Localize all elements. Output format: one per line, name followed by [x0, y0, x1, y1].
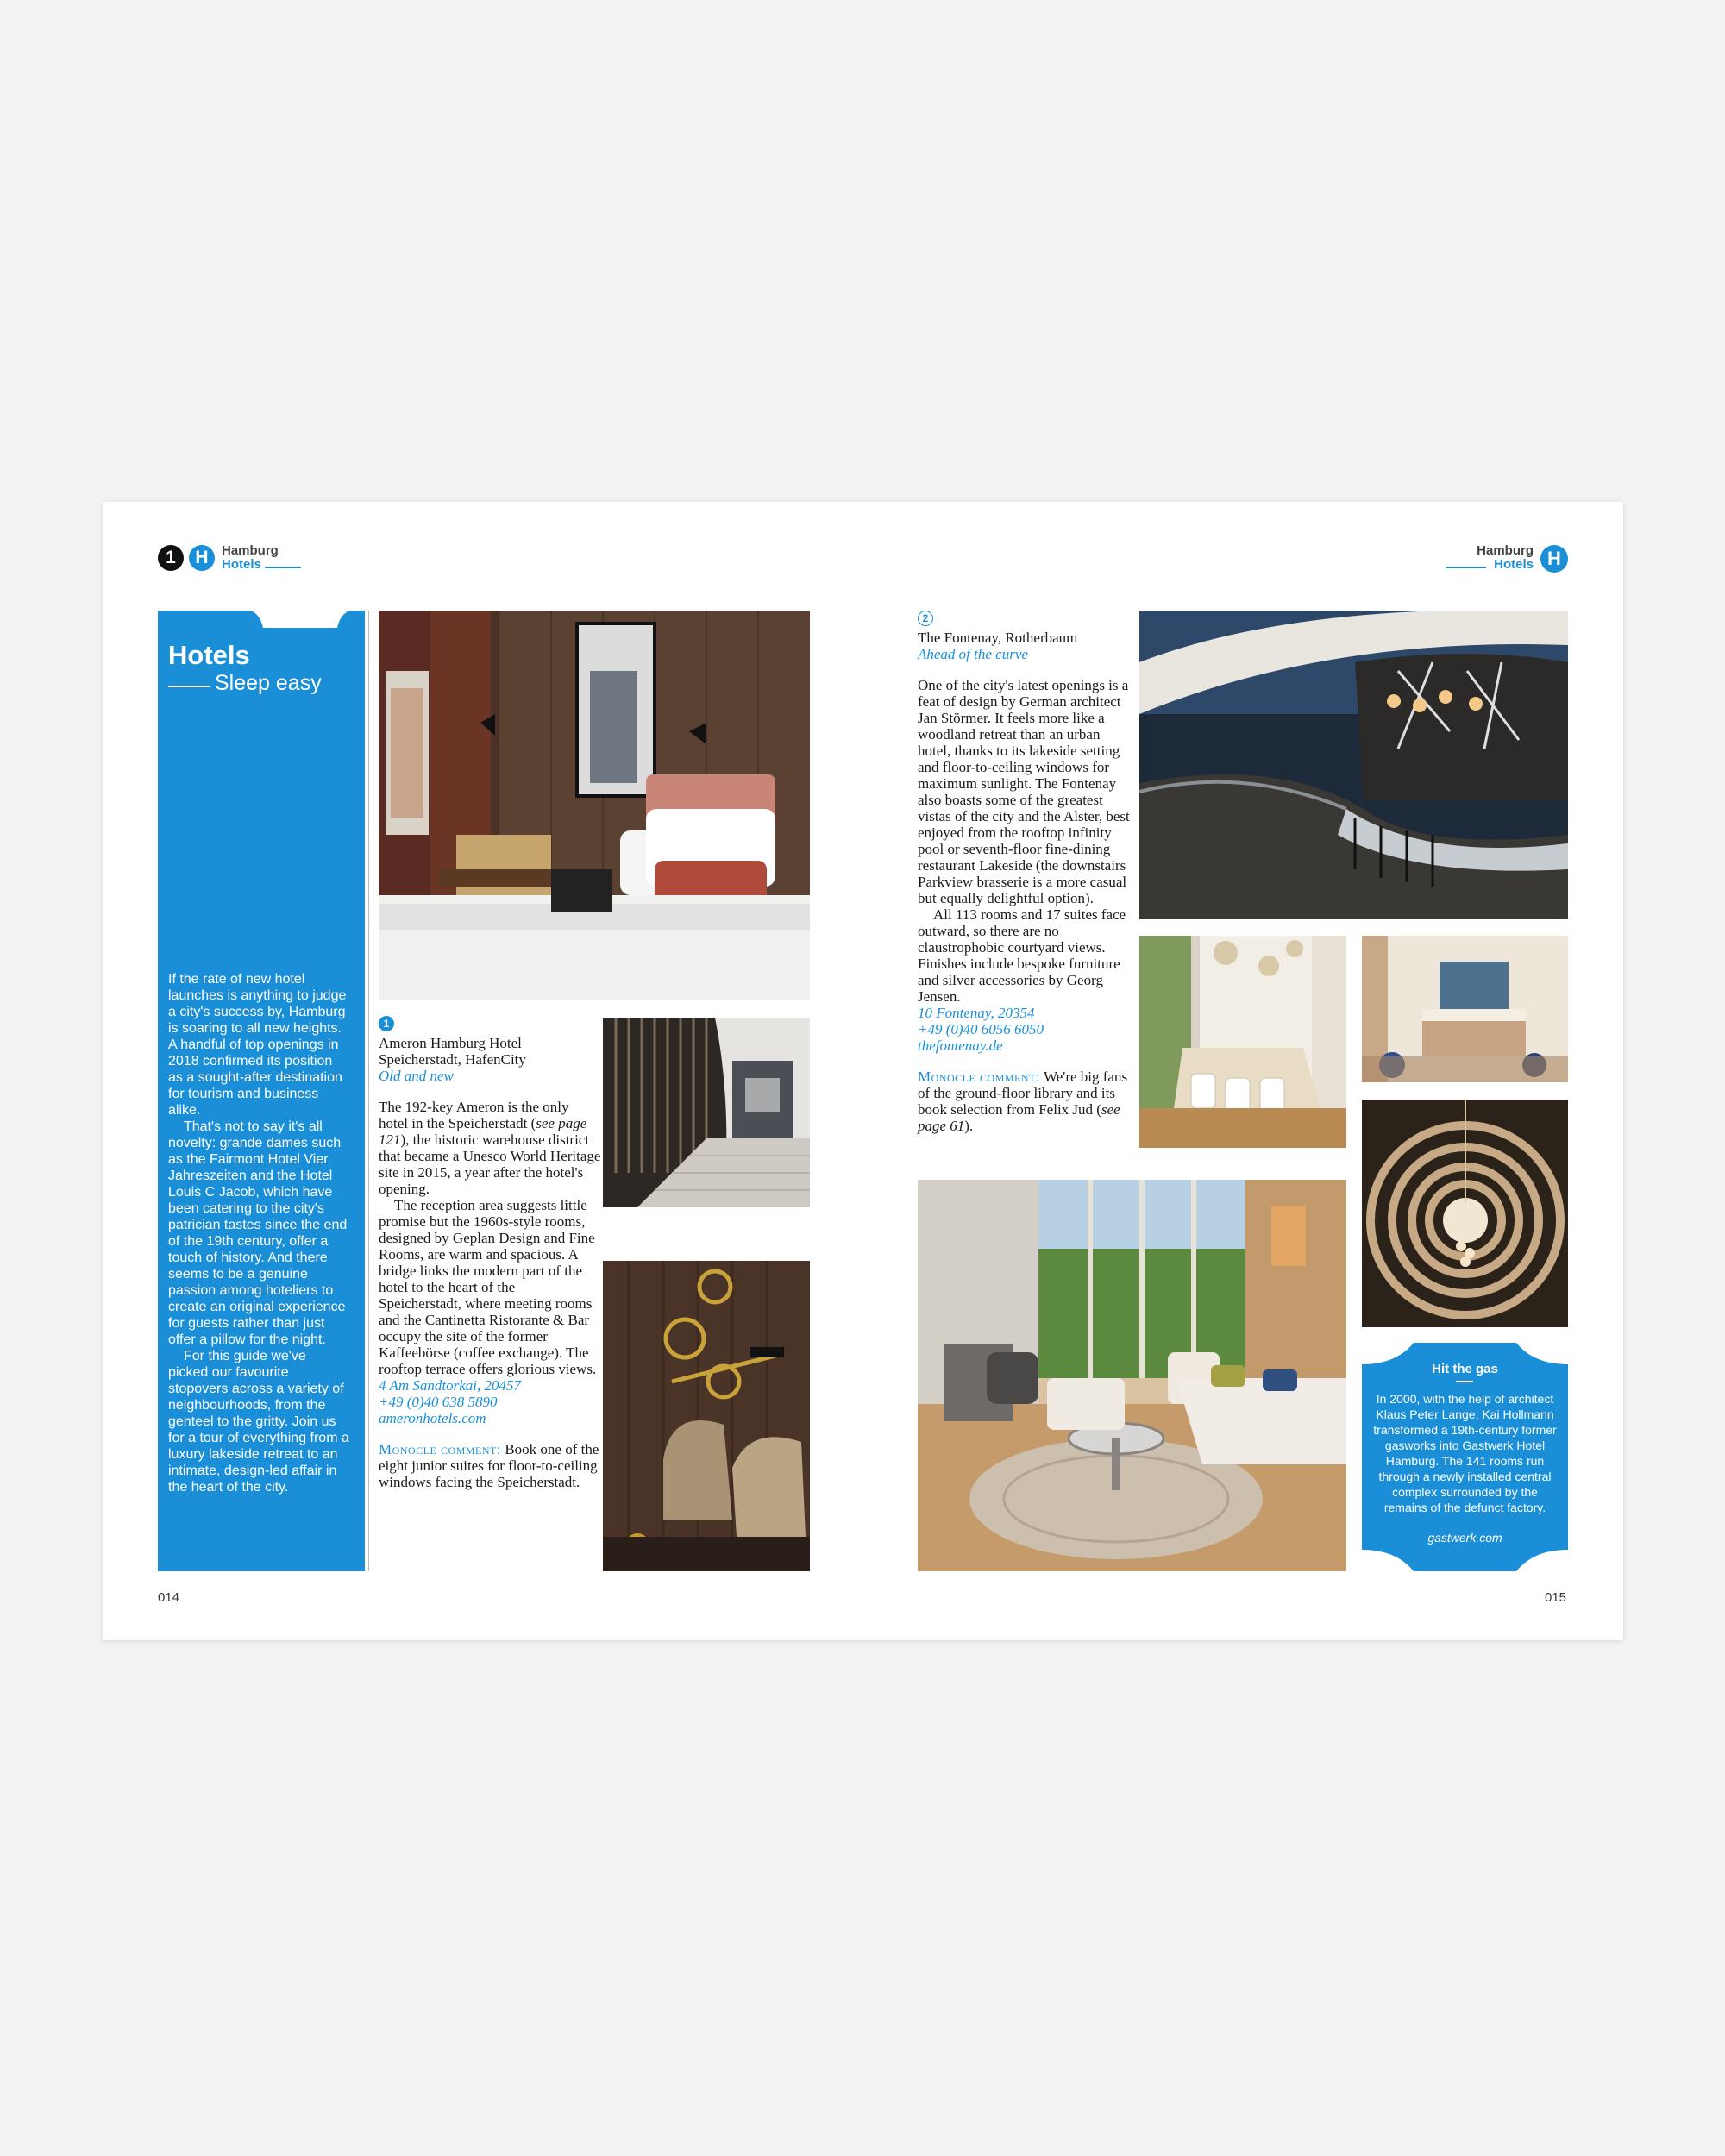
hotel1-comment: Monocle comment: Book one of the eight junior suites for floor-to-ceiling windows facing the Speicherstadt. [379, 1441, 599, 1490]
page-number-right: 015 [1545, 1590, 1567, 1605]
hotel2-body [918, 677, 1133, 1005]
intro-paragraph: If the rate of new hotel launches is anything to judge a city's success by, Hamburg is soaring to all new heights. A handful of top openings in 2018 confirmed its position as a sought-after destination for tourism and business alike. [168, 972, 347, 1118]
sidebar-website[interactable]: gastwerk.com [1427, 1531, 1502, 1545]
intro-paragraph: For this guide we've picked our favourite stopovers across a variety of neighbourhoods, from the genteel to the gritty. Join us for a tour of everything from a luxury lakeside retreat to an intimate, design-led affair in the heart of the city. [168, 1349, 349, 1495]
hotel2-text [918, 611, 1133, 1134]
header-city: Hamburg [1477, 543, 1534, 558]
hotel1-paragraph: The reception area suggests little promise but the 1960s-style rooms, designed by Geplan Design and Fine Rooms, are warm and spacious. A bridge links the modern part of the hotel to the heart of the Speicherstadt, where meeting rooms and the Cantinetta Ristorante & Bar occupy the site of the former Kaffeebörse (coffee exchange). The rooftop terrace offers glorious views. [379, 1197, 597, 1377]
hotel2-tagline: Ahead of the curve [918, 646, 1028, 662]
hotel2-paragraph: One of the city's latest openings is a feat of design by German architect Jan Störmer. It feels more like a woodland retreat than an urban hotel, thanks to its lakeside setting and floor-to-ceiling windows for maximum sunlight. The Fontenay also boasts some of the greatest vistas of the city and the Alster, best enjoyed from the rooftop infinity pool or seventh-floor fine-dining restaurant Lakeside (the downstairs Parkview brasserie is a more casual but equally delightful option). [918, 677, 1130, 906]
hotel1-number-badge: 1 [379, 1016, 394, 1031]
photo-fontenay-bar [1139, 611, 1568, 919]
sidebar-hit-the-gas [1362, 1343, 1568, 1571]
sidebar-title: Hit the gas [1432, 1362, 1498, 1376]
photo-ameron-lounge [603, 1261, 810, 1571]
header-section: Hotels [1494, 557, 1534, 572]
hotel1-paragraph: The 192-key Ameron is the only hotel in the Speicherstadt (see page 121), the historic warehouse district that became a Unesco World Heritage site in 2015, a year after the hotel's opening. [379, 1099, 601, 1197]
intro-subtitle: Sleep easy [215, 671, 322, 695]
hotel1-body [379, 1099, 601, 1377]
hotel1-text [379, 1016, 601, 1490]
tab-notch [244, 609, 356, 628]
header-section: Hotels [222, 557, 261, 572]
intro-text [168, 971, 349, 1495]
photo-ameron-staircase [603, 1018, 810, 1207]
intro-paragraph: That's not to say it's all novelty: grande dames such as the Fairmont Hotel Vier Jahreszeiten and the Hotel Louis C Jacob, which have been catering to the city's patrician tastes since the end of the 19th century, offer a touch of history. And there seems to be a genuine passion among hoteliers to create an original experience for guests rather than just offer a pillow for the night. [168, 1119, 348, 1347]
hotel1-website[interactable]: ameronhotels.com [379, 1410, 486, 1426]
header-right [1446, 543, 1568, 573]
section-h-icon: H [189, 545, 215, 571]
header-rule [265, 567, 301, 568]
hotel1-location: Speicherstadt, HafenCity [379, 1051, 526, 1068]
sidebar-title-rule [1456, 1381, 1473, 1382]
hotel2-comment: Monocle comment: We're big fans of the ground-floor library and its book selection from Felix Jud (see page 61). [918, 1069, 1128, 1134]
magazine-spread [103, 502, 1623, 1640]
photo-fontenay-atrium [1362, 1100, 1568, 1327]
header-left [158, 543, 373, 573]
hotel2-paragraph: All 113 rooms and 17 suites face outward, so there are no claustrophobic courtyard views. Finishes include bespoke furniture and silver accessories by Georg Jensen. [918, 906, 1126, 1005]
intro-panel [158, 611, 365, 1571]
photo-fontenay-bedroom [1362, 936, 1568, 1082]
page-badge: 1 [158, 545, 184, 571]
photo-fontenay-dining [1139, 936, 1346, 1148]
intro-subtitle-rule [168, 686, 210, 687]
hotel2-number-badge: 2 [918, 611, 933, 626]
hotel1-address: 4 Am Sandtorkai, 20457 [379, 1377, 521, 1394]
comment-label: Monocle comment: [918, 1069, 1041, 1085]
hotel1-phone: +49 (0)40 638 5890 [379, 1394, 498, 1410]
hotel2-phone: +49 (0)40 6056 6050 [918, 1021, 1044, 1037]
header-rule [1446, 567, 1486, 568]
column-divider [368, 611, 369, 1571]
header-city: Hamburg [222, 543, 279, 558]
photo-ameron-bedroom [379, 611, 810, 1000]
hotel2-name: The Fontenay, Rotherbaum [918, 630, 1078, 646]
hotel1-name: Ameron Hamburg Hotel [379, 1035, 522, 1051]
section-h-icon: H [1540, 545, 1568, 573]
comment-label: Monocle comment: [379, 1441, 502, 1457]
hotel2-address: 10 Fontenay, 20354 [918, 1005, 1035, 1021]
hotel1-tagline: Old and new [379, 1068, 454, 1084]
intro-title: Hotels [168, 640, 250, 670]
page-number-left: 014 [158, 1590, 180, 1605]
sidebar-body: In 2000, with the help of architect Klaus Peter Lange, Kai Hollmann transformed a 19th-century former gasworks into Gastwerk Hotel Hamburg. The 141 rooms run through a newly installed central complex surrounded by the remains of the defunct factory. [1373, 1392, 1557, 1514]
hotel2-website[interactable]: thefontenay.de [918, 1037, 1003, 1054]
photo-fontenay-living [918, 1180, 1346, 1571]
